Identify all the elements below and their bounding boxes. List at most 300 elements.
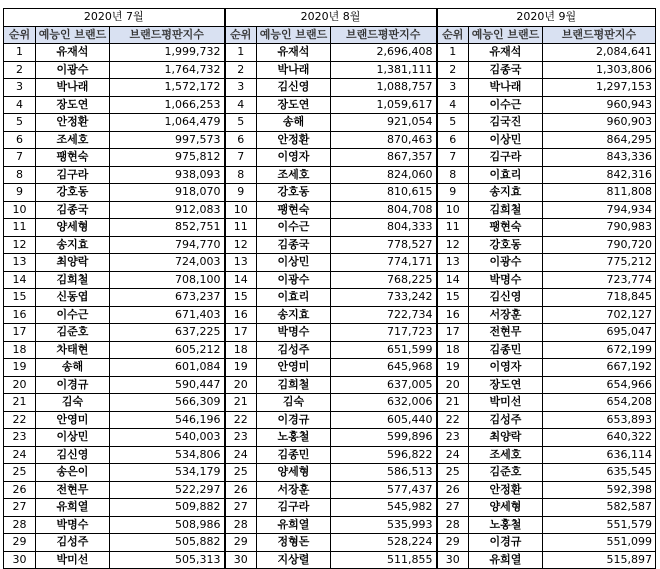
reputation-index-cell: 790,720 — [543, 236, 656, 254]
brand-name-cell: 박나래 — [257, 61, 331, 79]
reputation-index-cell: 1,066,253 — [110, 96, 225, 114]
rank-cell: 12 — [437, 236, 469, 254]
reputation-index-cell: 810,615 — [331, 184, 437, 202]
brand-name-cell: 최양락 — [36, 254, 110, 272]
reputation-index-cell: 540,003 — [110, 429, 225, 447]
brand-name-cell: 서장훈 — [469, 306, 543, 324]
brand-name-cell: 박미선 — [469, 394, 543, 412]
reputation-index-cell: 535,993 — [331, 516, 437, 534]
brand-name-cell: 안정환 — [36, 114, 110, 132]
reputation-index-cell: 870,463 — [331, 131, 437, 149]
brand-name-cell: 송해 — [257, 114, 331, 132]
rank-cell: 25 — [4, 464, 36, 482]
rank-cell: 1 — [4, 44, 36, 62]
brand-name-cell: 이광수 — [257, 271, 331, 289]
brand-name-cell: 김성주 — [36, 534, 110, 552]
reputation-index-cell: 960,943 — [543, 96, 656, 114]
rank-cell: 13 — [437, 254, 469, 272]
table-row — [4, 534, 656, 552]
rank-cell: 24 — [4, 446, 36, 464]
brand-name-cell: 조세호 — [36, 131, 110, 149]
table-row — [4, 324, 656, 342]
reputation-index-cell: 811,808 — [543, 184, 656, 202]
brand-header: 예능인 브랜드 — [36, 26, 110, 44]
rank-cell: 10 — [4, 201, 36, 219]
rank-cell: 11 — [437, 219, 469, 237]
index-header: 브랜드평판지수 — [331, 26, 437, 44]
brand-name-cell: 이상민 — [36, 429, 110, 447]
reputation-index-cell: 2,696,408 — [331, 44, 437, 62]
brand-name-cell: 유재석 — [469, 44, 543, 62]
brand-name-cell: 이효리 — [257, 289, 331, 307]
reputation-index-cell: 1,303,806 — [543, 61, 656, 79]
rank-cell: 7 — [4, 149, 36, 167]
reputation-index-cell: 528,224 — [331, 534, 437, 552]
rank-cell: 25 — [225, 464, 257, 482]
reputation-index-cell: 605,440 — [331, 411, 437, 429]
reputation-index-cell: 640,322 — [543, 429, 656, 447]
reputation-index-cell: 534,179 — [110, 464, 225, 482]
rank-cell: 23 — [4, 429, 36, 447]
rank-cell: 15 — [225, 289, 257, 307]
reputation-index-cell: 695,047 — [543, 324, 656, 342]
rank-cell: 10 — [225, 201, 257, 219]
rank-cell: 7 — [437, 149, 469, 167]
rank-cell: 27 — [225, 499, 257, 517]
rank-header: 순위 — [437, 26, 469, 44]
brand-name-cell: 김종민 — [257, 446, 331, 464]
brand-name-cell: 이광수 — [36, 61, 110, 79]
rank-cell: 29 — [437, 534, 469, 552]
reputation-index-cell: 534,806 — [110, 446, 225, 464]
rank-cell: 27 — [4, 499, 36, 517]
rank-cell: 8 — [437, 166, 469, 184]
brand-name-cell: 이상민 — [257, 254, 331, 272]
brand-name-cell: 장도연 — [469, 376, 543, 394]
brand-name-cell: 유희열 — [469, 551, 543, 569]
rank-header: 순위 — [4, 26, 36, 44]
brand-name-cell: 강호동 — [257, 184, 331, 202]
rank-cell: 20 — [4, 376, 36, 394]
rank-cell: 16 — [225, 306, 257, 324]
table-row — [4, 201, 656, 219]
rank-cell: 18 — [225, 341, 257, 359]
rank-cell: 21 — [4, 394, 36, 412]
rank-cell: 25 — [437, 464, 469, 482]
rank-cell: 20 — [437, 376, 469, 394]
rank-header: 순위 — [225, 26, 257, 44]
brand-name-cell: 박나래 — [469, 79, 543, 97]
rank-cell: 24 — [437, 446, 469, 464]
rank-cell: 14 — [4, 271, 36, 289]
brand-name-cell: 김종국 — [469, 61, 543, 79]
reputation-index-cell: 824,060 — [331, 166, 437, 184]
reputation-index-cell: 546,196 — [110, 411, 225, 429]
reputation-index-cell: 671,403 — [110, 306, 225, 324]
brand-name-cell: 이효리 — [469, 166, 543, 184]
reputation-index-cell: 596,822 — [331, 446, 437, 464]
table-row — [4, 394, 656, 412]
brand-name-cell: 박미선 — [36, 551, 110, 569]
reputation-index-cell: 733,242 — [331, 289, 437, 307]
rank-cell: 5 — [4, 114, 36, 132]
reputation-index-cell: 843,336 — [543, 149, 656, 167]
brand-name-cell: 김신영 — [257, 79, 331, 97]
table-row — [4, 341, 656, 359]
reputation-index-cell: 842,316 — [543, 166, 656, 184]
reputation-index-cell: 654,208 — [543, 394, 656, 412]
reputation-index-cell: 708,100 — [110, 271, 225, 289]
table-row — [4, 166, 656, 184]
reputation-index-cell: 645,968 — [331, 359, 437, 377]
brand-name-cell: 김종국 — [257, 236, 331, 254]
table-row — [4, 516, 656, 534]
reputation-index-cell: 794,934 — [543, 201, 656, 219]
rank-cell: 17 — [225, 324, 257, 342]
brand-name-cell: 강호동 — [36, 184, 110, 202]
rank-cell: 11 — [4, 219, 36, 237]
reputation-index-cell: 864,295 — [543, 131, 656, 149]
brand-name-cell: 양세형 — [36, 219, 110, 237]
brand-name-cell: 팽현숙 — [36, 149, 110, 167]
brand-name-cell: 김준호 — [469, 464, 543, 482]
rank-cell: 29 — [225, 534, 257, 552]
table-row — [4, 96, 656, 114]
rank-cell: 30 — [4, 551, 36, 569]
reputation-index-cell: 1,572,172 — [110, 79, 225, 97]
rank-cell: 6 — [225, 131, 257, 149]
rank-cell: 13 — [225, 254, 257, 272]
rank-cell: 3 — [4, 79, 36, 97]
brand-name-cell: 김희철 — [257, 376, 331, 394]
brand-name-cell: 김준호 — [36, 324, 110, 342]
brand-name-cell: 강호동 — [469, 236, 543, 254]
rank-cell: 15 — [437, 289, 469, 307]
reputation-index-cell: 718,845 — [543, 289, 656, 307]
table-row — [4, 429, 656, 447]
reputation-index-cell: 590,447 — [110, 376, 225, 394]
reputation-index-cell: 1,088,757 — [331, 79, 437, 97]
rank-cell: 22 — [437, 411, 469, 429]
reputation-index-cell: 522,297 — [110, 481, 225, 499]
brand-name-cell: 송해 — [36, 359, 110, 377]
table-row — [4, 481, 656, 499]
reputation-index-cell: 592,398 — [543, 481, 656, 499]
brand-name-cell: 이수근 — [469, 96, 543, 114]
brand-name-cell: 김희철 — [469, 201, 543, 219]
rank-cell: 4 — [437, 96, 469, 114]
reputation-index-cell: 867,357 — [331, 149, 437, 167]
brand-name-cell: 조세호 — [257, 166, 331, 184]
brand-name-cell: 김종민 — [469, 341, 543, 359]
brand-name-cell: 유재석 — [36, 44, 110, 62]
rank-cell: 26 — [4, 481, 36, 499]
rank-cell: 14 — [225, 271, 257, 289]
brand-name-cell: 송지효 — [257, 306, 331, 324]
rank-cell: 11 — [225, 219, 257, 237]
table-row — [4, 236, 656, 254]
rank-cell: 16 — [437, 306, 469, 324]
brand-name-cell: 김국진 — [469, 114, 543, 132]
reputation-index-cell: 599,896 — [331, 429, 437, 447]
table-row — [4, 79, 656, 97]
brand-name-cell: 안정환 — [469, 481, 543, 499]
brand-name-cell: 송은이 — [36, 464, 110, 482]
reputation-index-cell: 1,381,111 — [331, 61, 437, 79]
rank-cell: 18 — [437, 341, 469, 359]
rank-cell: 10 — [437, 201, 469, 219]
brand-name-cell: 박명수 — [469, 271, 543, 289]
brand-name-cell: 조세호 — [469, 446, 543, 464]
rank-cell: 1 — [225, 44, 257, 62]
reputation-index-cell: 1,297,153 — [543, 79, 656, 97]
column-header-row — [4, 26, 656, 44]
brand-name-cell: 김구라 — [257, 499, 331, 517]
reputation-index-cell: 778,527 — [331, 236, 437, 254]
reputation-index-cell: 852,751 — [110, 219, 225, 237]
table-row — [4, 184, 656, 202]
reputation-index-cell: 636,114 — [543, 446, 656, 464]
table-row — [4, 464, 656, 482]
rank-cell: 13 — [4, 254, 36, 272]
rank-cell: 6 — [437, 131, 469, 149]
brand-name-cell: 최양락 — [469, 429, 543, 447]
brand-name-cell: 전현무 — [469, 324, 543, 342]
rank-cell: 16 — [4, 306, 36, 324]
reputation-index-cell: 515,897 — [543, 551, 656, 569]
brand-name-cell: 지상렬 — [257, 551, 331, 569]
rank-cell: 9 — [4, 184, 36, 202]
table-row — [4, 289, 656, 307]
reputation-index-cell: 768,225 — [331, 271, 437, 289]
reputation-index-cell: 1,764,732 — [110, 61, 225, 79]
reputation-index-cell: 702,127 — [543, 306, 656, 324]
table-row — [4, 149, 656, 167]
rank-cell: 26 — [437, 481, 469, 499]
rank-cell: 12 — [225, 236, 257, 254]
brand-name-cell: 양세형 — [469, 499, 543, 517]
rank-cell: 3 — [225, 79, 257, 97]
reputation-index-cell: 632,006 — [331, 394, 437, 412]
brand-name-cell: 이영자 — [469, 359, 543, 377]
reputation-index-cell: 790,983 — [543, 219, 656, 237]
reputation-index-cell: 509,882 — [110, 499, 225, 517]
brand-name-cell: 김성주 — [257, 341, 331, 359]
rank-cell: 23 — [437, 429, 469, 447]
rank-cell: 9 — [437, 184, 469, 202]
reputation-index-cell: 545,982 — [331, 499, 437, 517]
reputation-index-cell: 1,064,479 — [110, 114, 225, 132]
rank-cell: 30 — [437, 551, 469, 569]
reputation-index-cell: 511,855 — [331, 551, 437, 569]
reputation-index-cell: 724,003 — [110, 254, 225, 272]
reputation-index-cell: 605,212 — [110, 341, 225, 359]
brand-name-cell: 장도연 — [36, 96, 110, 114]
table-row — [4, 499, 656, 517]
rank-cell: 21 — [225, 394, 257, 412]
brand-name-cell: 박명수 — [36, 516, 110, 534]
brand-name-cell: 유희열 — [257, 516, 331, 534]
reputation-index-cell: 505,313 — [110, 551, 225, 569]
brand-name-cell: 송지효 — [469, 184, 543, 202]
brand-header: 예능인 브랜드 — [469, 26, 543, 44]
rank-cell: 4 — [4, 96, 36, 114]
brand-header: 예능인 브랜드 — [257, 26, 331, 44]
table-row — [4, 271, 656, 289]
reputation-index-cell: 921,054 — [331, 114, 437, 132]
brand-name-cell: 전현무 — [36, 481, 110, 499]
reputation-index-cell: 672,199 — [543, 341, 656, 359]
rank-cell: 4 — [225, 96, 257, 114]
reputation-index-cell: 551,579 — [543, 516, 656, 534]
reputation-index-cell: 723,774 — [543, 271, 656, 289]
brand-name-cell: 차태현 — [36, 341, 110, 359]
brand-name-cell: 이수근 — [36, 306, 110, 324]
rank-cell: 2 — [225, 61, 257, 79]
brand-name-cell: 김숙 — [257, 394, 331, 412]
rank-cell: 17 — [437, 324, 469, 342]
brand-name-cell: 김신영 — [469, 289, 543, 307]
reputation-index-cell: 667,192 — [543, 359, 656, 377]
reputation-index-cell: 717,723 — [331, 324, 437, 342]
reputation-index-cell: 577,437 — [331, 481, 437, 499]
rank-cell: 5 — [225, 114, 257, 132]
reputation-index-cell: 566,309 — [110, 394, 225, 412]
reputation-index-cell: 975,812 — [110, 149, 225, 167]
rank-cell: 6 — [4, 131, 36, 149]
rank-cell: 21 — [437, 394, 469, 412]
reputation-index-cell: 774,171 — [331, 254, 437, 272]
rank-cell: 19 — [437, 359, 469, 377]
reputation-index-cell: 654,966 — [543, 376, 656, 394]
rank-cell: 1 — [437, 44, 469, 62]
brand-name-cell: 이경규 — [36, 376, 110, 394]
rank-cell: 27 — [437, 499, 469, 517]
reputation-index-cell: 635,545 — [543, 464, 656, 482]
table-row — [4, 254, 656, 272]
brand-name-cell: 김신영 — [36, 446, 110, 464]
rank-cell: 23 — [225, 429, 257, 447]
rank-cell: 19 — [4, 359, 36, 377]
rank-cell: 30 — [225, 551, 257, 569]
rank-cell: 17 — [4, 324, 36, 342]
rank-cell: 20 — [225, 376, 257, 394]
table-row — [4, 44, 656, 62]
brand-name-cell: 양세형 — [257, 464, 331, 482]
rank-cell: 2 — [4, 61, 36, 79]
rank-cell: 9 — [225, 184, 257, 202]
brand-name-cell: 이상민 — [469, 131, 543, 149]
table-row — [4, 219, 656, 237]
reputation-index-cell: 1,999,732 — [110, 44, 225, 62]
rank-cell: 22 — [4, 411, 36, 429]
table-row — [4, 61, 656, 79]
brand-name-cell: 노홍철 — [257, 429, 331, 447]
reputation-index-cell: 960,903 — [543, 114, 656, 132]
brand-name-cell: 유재석 — [257, 44, 331, 62]
rank-cell: 3 — [437, 79, 469, 97]
reputation-index-cell: 673,237 — [110, 289, 225, 307]
brand-name-cell: 노홍철 — [469, 516, 543, 534]
rank-cell: 8 — [4, 166, 36, 184]
brand-name-cell: 장도연 — [257, 96, 331, 114]
rank-cell: 28 — [225, 516, 257, 534]
month-label: 2020년 8월 — [225, 9, 437, 27]
reputation-index-cell: 804,708 — [331, 201, 437, 219]
brand-name-cell: 김종국 — [36, 201, 110, 219]
reputation-index-cell: 637,225 — [110, 324, 225, 342]
brand-name-cell: 신동엽 — [36, 289, 110, 307]
rank-cell: 22 — [225, 411, 257, 429]
brand-name-cell: 서장훈 — [257, 481, 331, 499]
rank-cell: 19 — [225, 359, 257, 377]
table-row — [4, 359, 656, 377]
rank-cell: 29 — [4, 534, 36, 552]
reputation-index-cell: 551,099 — [543, 534, 656, 552]
rank-cell: 2 — [437, 61, 469, 79]
month-label: 2020년 7월 — [4, 9, 225, 27]
month-header-row — [4, 9, 656, 27]
brand-name-cell: 팽현숙 — [257, 201, 331, 219]
reputation-index-cell: 601,084 — [110, 359, 225, 377]
reputation-index-cell: 794,770 — [110, 236, 225, 254]
reputation-index-cell: 651,599 — [331, 341, 437, 359]
rank-cell: 18 — [4, 341, 36, 359]
brand-name-cell: 이수근 — [257, 219, 331, 237]
reputation-index-cell: 1,059,617 — [331, 96, 437, 114]
table-row — [4, 376, 656, 394]
rank-cell: 28 — [4, 516, 36, 534]
table-row — [4, 131, 656, 149]
rank-cell: 12 — [4, 236, 36, 254]
reputation-index-cell: 586,513 — [331, 464, 437, 482]
month-label: 2020년 9월 — [437, 9, 656, 27]
reputation-index-cell: 637,005 — [331, 376, 437, 394]
reputation-index-cell: 997,573 — [110, 131, 225, 149]
brand-name-cell: 김희철 — [36, 271, 110, 289]
reputation-index-cell: 505,882 — [110, 534, 225, 552]
brand-name-cell: 김구라 — [36, 166, 110, 184]
rank-cell: 24 — [225, 446, 257, 464]
reputation-index-cell: 912,083 — [110, 201, 225, 219]
rank-cell: 8 — [225, 166, 257, 184]
brand-name-cell: 정형돈 — [257, 534, 331, 552]
rank-cell: 7 — [225, 149, 257, 167]
ranking-table-container — [3, 8, 656, 569]
brand-name-cell: 김구라 — [469, 149, 543, 167]
rank-cell: 15 — [4, 289, 36, 307]
table-row — [4, 446, 656, 464]
brand-name-cell: 박나래 — [36, 79, 110, 97]
table-row — [4, 551, 656, 569]
reputation-index-cell: 653,893 — [543, 411, 656, 429]
reputation-index-cell: 722,734 — [331, 306, 437, 324]
brand-name-cell: 이경규 — [257, 411, 331, 429]
table-row — [4, 306, 656, 324]
rank-cell: 5 — [437, 114, 469, 132]
reputation-index-cell: 582,587 — [543, 499, 656, 517]
brand-name-cell: 송지효 — [36, 236, 110, 254]
brand-name-cell: 이광수 — [469, 254, 543, 272]
brand-reputation-ranking-table — [3, 8, 656, 569]
brand-name-cell: 김성주 — [469, 411, 543, 429]
index-header: 브랜드평판지수 — [110, 26, 225, 44]
reputation-index-cell: 2,084,641 — [543, 44, 656, 62]
brand-name-cell: 안영미 — [36, 411, 110, 429]
reputation-index-cell: 508,986 — [110, 516, 225, 534]
reputation-index-cell: 918,070 — [110, 184, 225, 202]
index-header: 브랜드평판지수 — [543, 26, 656, 44]
